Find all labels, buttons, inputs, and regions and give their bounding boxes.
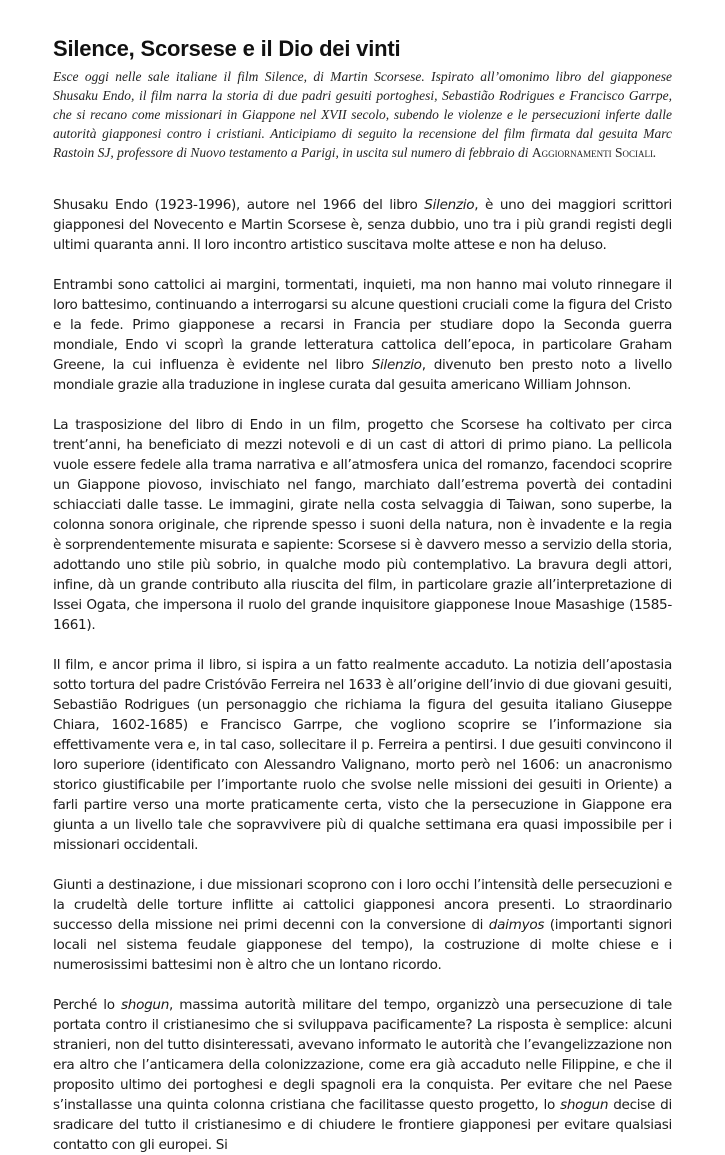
journal-name: Aggiornamenti Sociali — [531, 145, 653, 160]
paragraph-text: , è uno dei maggiori scrittori giapponesi del Novecento e Martin Scorsese è, senza dubbio, uno tra i più grandi registi degli ultimi quaranta anni. Il loro incontro artistico suscitava molte attese e non ha deluso. — [53, 197, 672, 253]
paragraph-text: decise di sradicare del tutto il cristianesimo e di chiudere le frontiere giapponesi per evitare qualsiasi contatto con gli europei. Si — [53, 1097, 672, 1153]
paragraph-text: Perché lo — [53, 997, 121, 1013]
paragraph-3: La trasposizione del libro di Endo in un film, progetto che Scorsese ha coltivato per circa trent’anni, ha beneficiato di mezzi notevoli e di un cast di attori di primo piano. La pellicola vuole essere fedele alla trama narrativa e all’atmosfera unica del romanzo, facendoci scoprire un Giappone piovoso, invischiato nel fango, marchiato dall’estrema povertà dei contadini schiacciati dalle tasse. Le immagini, girate nella costa selvaggia di Taiwan, sono superbe, la colonna sonora originale, che riprende spesso i suoni della natura, non è invadente e la regia è sorprendentemente misurata e sapiente: Scorsese si è davvero messo a servizio della storia, adottando uno stile più sobrio, in qualche modo più contemplativo. La bravura degli attori, infine, dà un grande contributo alla riuscita del film, in particolare grazie all’interpretazione di Issei Ogata, che impersona il ruolo del grande inquisitore giapponese Inoue Masashige (1585-1661). — [53, 417, 672, 633]
paragraph-text: , massima autorità militare del tempo, organizzò una persecuzione di tale portata contro il cristianesimo che si sviluppava pacificamente? La risposta è semplice: alcuni stranieri, non del tutto disinteressati, avevano informato le autorità che l’evangelizzazione non era altro che l’anticamera della colonizzazione, come era già accaduto nelle Filippine, e che il proposito ultimo dei portoghesi e degli spagnoli era la conquista. Per evitare che nel Paese s’installasse una quinta colonna cristiana che facilitasse questo progetto, lo — [53, 997, 672, 1113]
paragraph-5 — [53, 875, 672, 975]
book-title: Silenzio — [371, 357, 422, 373]
term-shogun: shogun — [120, 997, 170, 1013]
term-shogun: shogun — [560, 1097, 609, 1113]
book-title: Silenzio — [424, 197, 475, 213]
paragraph-text: (importanti signori locali nel sistema feudale giapponese del tempo), la costruzione di molte chiese e i numerosissimi battesimi non è altro che un lontano ricordo. — [53, 917, 673, 973]
paragraph-2 — [53, 275, 672, 395]
paragraph-text: Entrambi sono cattolici ai margini, tormentati, inquieti, ma non hanno mai voluto rinnegare il loro battesimo, continuando a interrogarsi su alcune questioni cruciali come la figura del Cristo e la fede. Primo giapponese a recarsi in Francia per studiare dopo la Seconda guerra mondiale, Endo vi scoprì la grande letteratura cattolica dell’epoca, in particolare Graham Greene, la cui influenza è evidente nel libro — [53, 277, 672, 373]
paragraph-text: , divenuto ben presto noto a livello mondiale grazie alla traduzione in inglese curata dal gesuita americano William Johnson. — [53, 357, 672, 393]
paragraph-1 — [53, 195, 672, 255]
article-page — [53, 36, 673, 1153]
paragraph-text: Shusaku Endo (1923-1996), autore nel 1966 del libro — [53, 197, 425, 213]
paragraph-text: Giunti a destinazione, i due missionari scoprono con i loro occhi l’intensità delle persecuzioni e la crudeltà delle torture inflitte ai cattolici giapponesi ancora presenti. Lo straordinario successo della missione nei primi decenni con la conversione di — [53, 877, 672, 933]
term-daimyos: daimyos — [488, 917, 545, 933]
lead-text: Esce oggi nelle sale italiane il film Silence, di Martin Scorsese. Ispirato all’omonimo libro del giapponese Shusaku Endo, il film narra la storia di due padri gesuiti portoghesi, Sebastião Rodrigues e Francisco Garrpe, che si recano come missionari in Giappone nel XVII secolo, subendo le violenze e le persecuzioni inferte dalle autorità giapponesi contro i cristiani. Anticipiamo di seguito la recensione del film firmata dal gesuita Marc Rastoin SJ, professore di Nuovo testamento a Parigi, in uscita sul numero di febbraio di — [53, 69, 672, 160]
article-body — [53, 195, 672, 1155]
article-title: Silence, Scorsese e il Dio dei vinti — [53, 36, 401, 61]
paragraph-4: Il film, e ancor prima il libro, si ispira a un fatto realmente accaduto. La notizia dell’apostasia sotto tortura del padre Cristóvão Ferreira nel 1633 è all’origine dell’invio di due giovani gesuiti, Sebastião Rodrigues (un personaggio che richiama la figura del gesuita italiano Giuseppe Chiara, 1602-1685) e Francisco Garrpe, che vogliono scoprire se l’informazione sia effettivamente vera e, in tal caso, sollecitare il p. Ferreira a pentirsi. I due gesuiti convincono il loro superiore (identificato con Alessandro Valignano, morto però nel 1606: un anacronismo storico giustificabile per l’importante ruolo che svolse nelle missioni dei gesuiti in Oriente) a farli partire verso una morte praticamente certa, visto che la persecuzione in Giappone era giunta a un livello tale che sopravvivere più di qualche settimana era quasi impossibile per i missionari occidentali. — [53, 657, 672, 853]
paragraph-6 — [53, 995, 672, 1155]
article-lead — [53, 67, 672, 162]
lead-end: . — [652, 145, 657, 160]
